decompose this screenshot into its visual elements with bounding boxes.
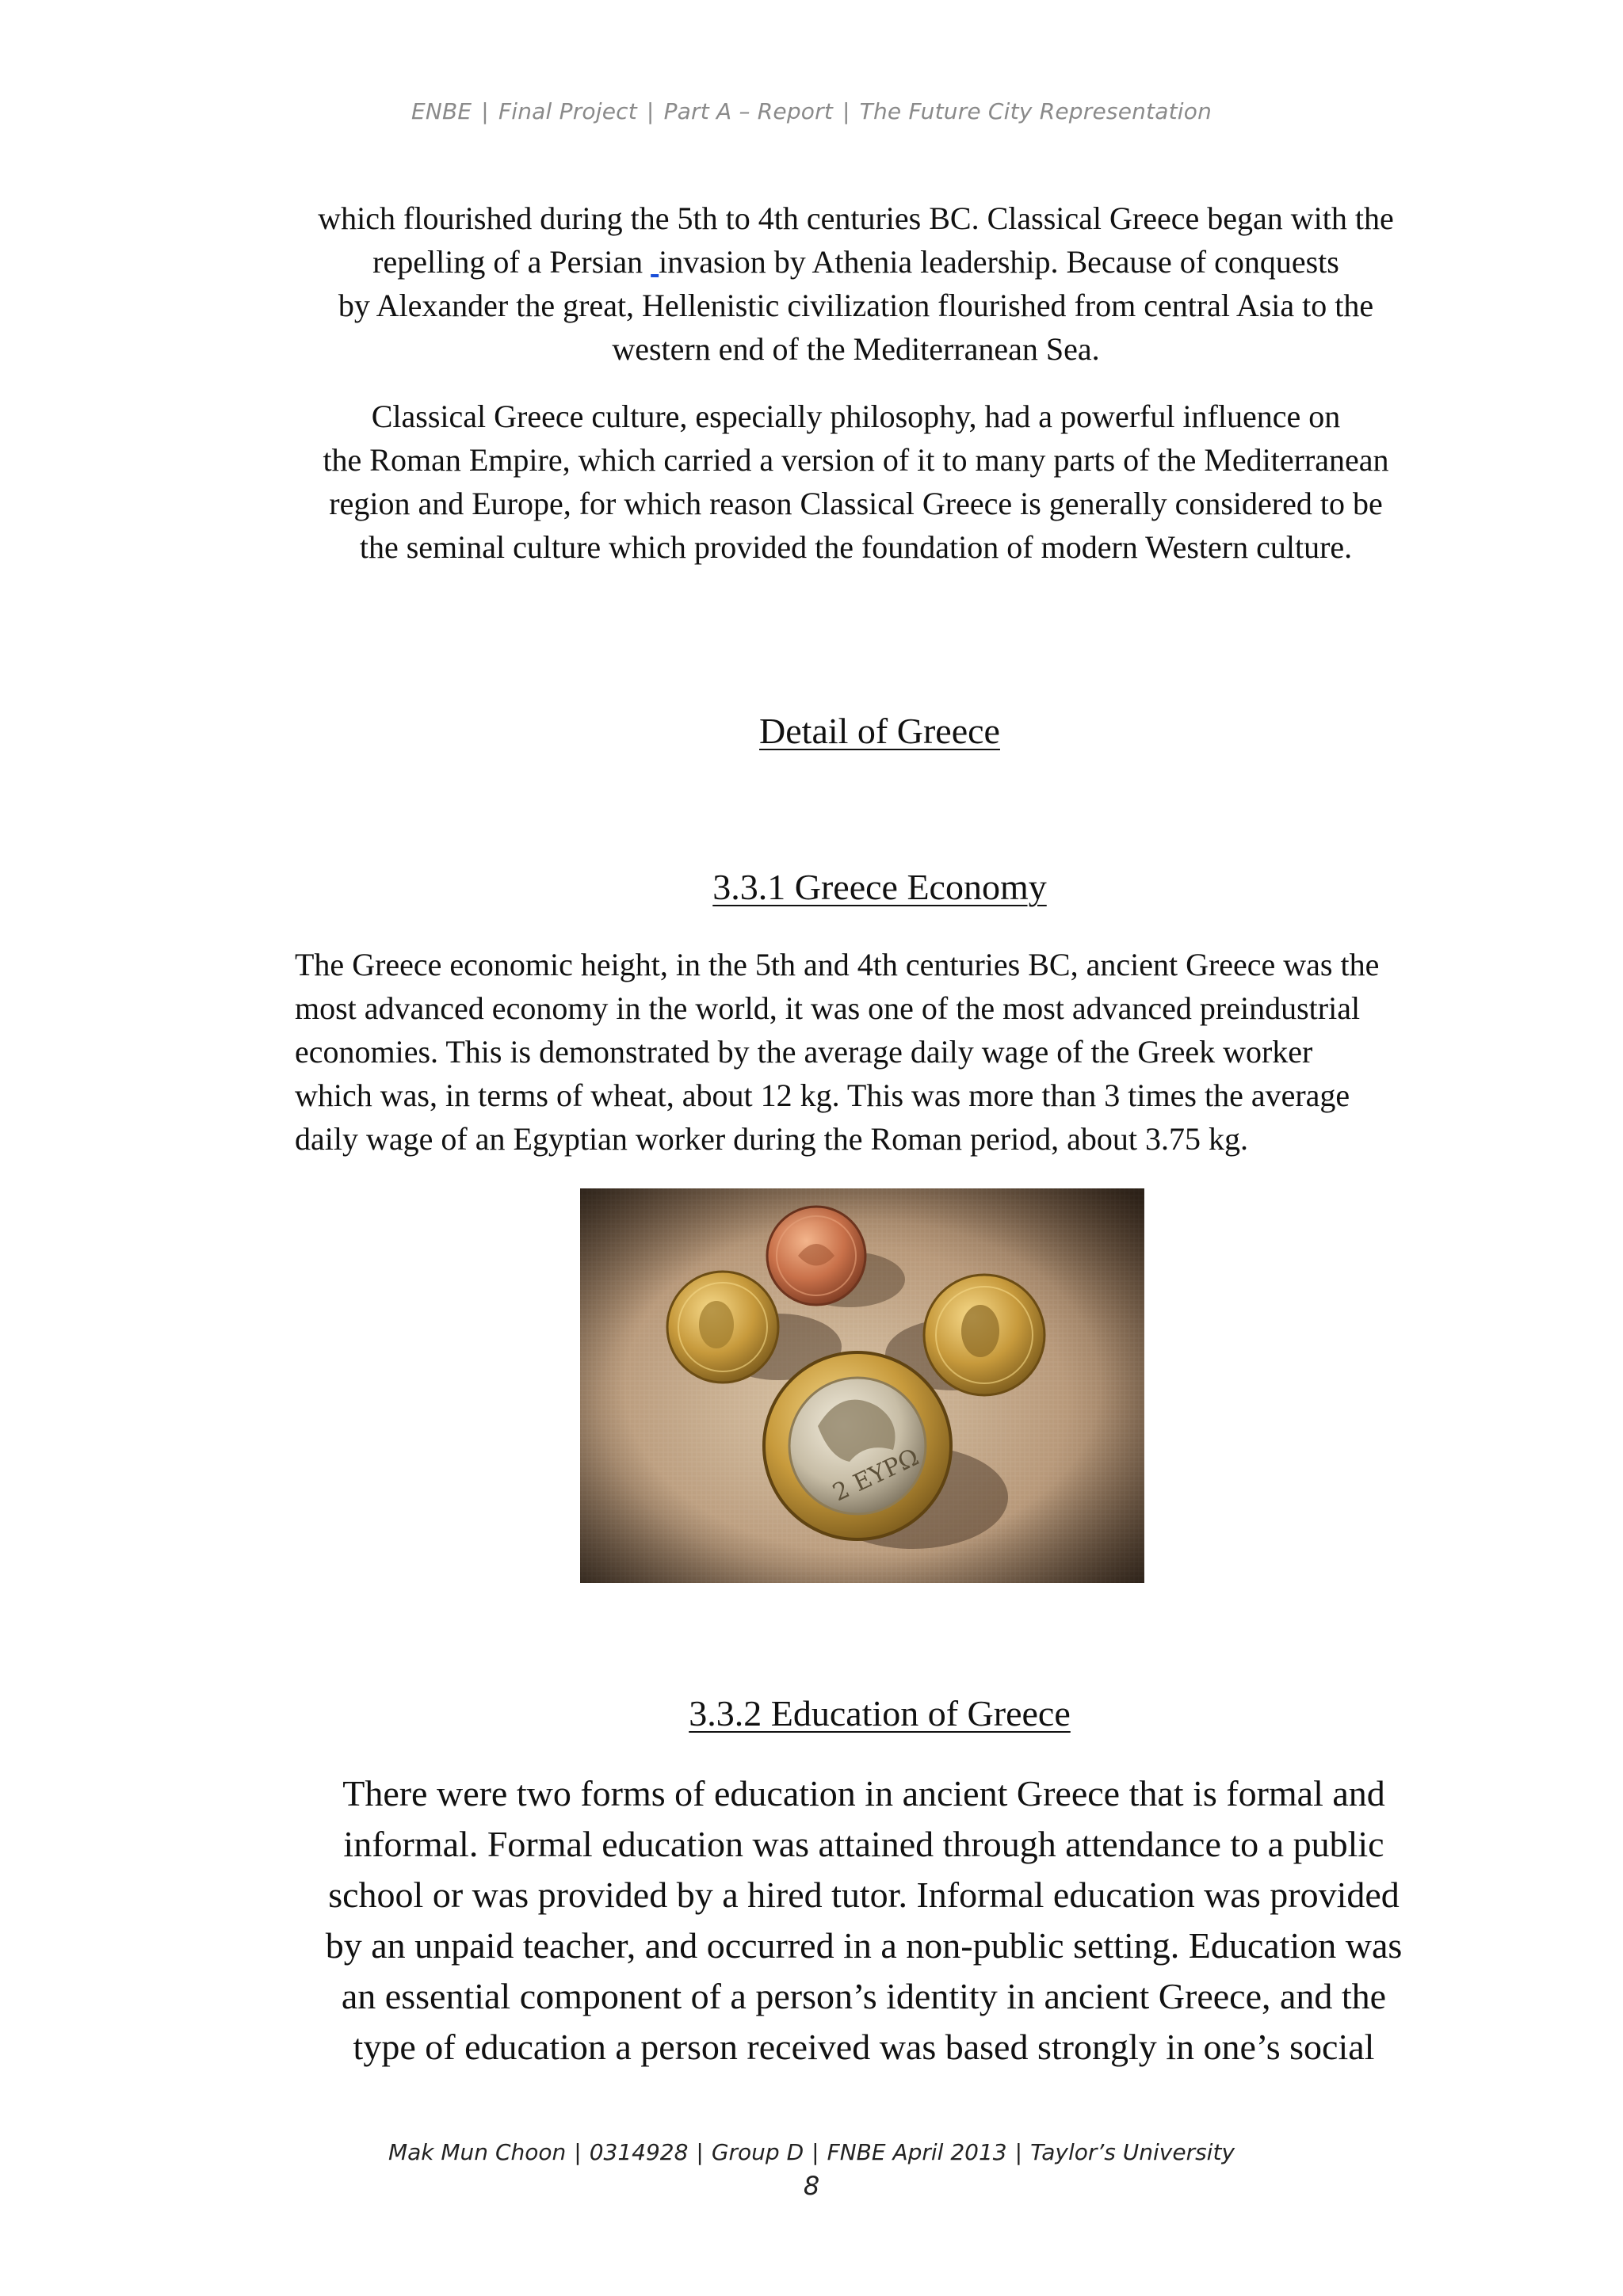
heading-text: 3.3.1 Greece Economy xyxy=(712,867,1047,907)
text-fragment: repelling of a Persian xyxy=(372,244,643,280)
text-line: by an unpaid teacher, and occurred in a non-public setting. Education was xyxy=(325,1925,1403,1966)
text-line: region and Europe, for which reason Classical Greece is generally considered to be xyxy=(329,486,1383,521)
heading-education-of-greece xyxy=(68,1692,1623,1734)
text-line: which flourished during the 5th to 4th centuries BC. Classical Greece began with the xyxy=(318,200,1394,236)
footer-separator: | xyxy=(574,2139,582,2165)
page-footer xyxy=(0,2139,1623,2165)
text-line: The Greece economic height, in the 5th and 4th centuries BC, ancient Greece was the xyxy=(295,947,1380,982)
photo-vignette xyxy=(580,1188,1144,1583)
euro-coins-photo xyxy=(580,1188,1144,1583)
page-number: 8 xyxy=(803,2171,820,2201)
paragraph-education xyxy=(285,1768,1442,2073)
paragraph-greek-culture xyxy=(293,395,1419,569)
heading-greece-economy xyxy=(68,866,1623,908)
header-project: Final Project xyxy=(498,98,637,124)
paragraph-economy xyxy=(295,943,1436,1161)
heading-text: 3.3.2 Education of Greece xyxy=(689,1693,1071,1733)
text-line: daily wage of an Egyptian worker during the Roman period, about 3.75 kg. xyxy=(295,1121,1249,1157)
footer-author: Mak Mun Choon xyxy=(388,2139,567,2165)
header-separator: | xyxy=(646,98,655,124)
header-part: Part A – Report xyxy=(663,98,834,124)
text-line: type of education a person received was based strongly in one’s social xyxy=(353,2027,1375,2067)
page-header xyxy=(0,98,1623,124)
text-line: most advanced economy in the world, it was one of the most advanced preindustrial xyxy=(295,990,1361,1026)
footer-separator: | xyxy=(1014,2139,1023,2165)
footer-program: FNBE April 2013 xyxy=(827,2139,1007,2165)
coins-illustration xyxy=(580,1188,1144,1583)
text-line: by Alexander the great, Hellenistic civilization flourished from central Asia to the xyxy=(338,288,1374,323)
text-line: Classical Greece culture, especially philosophy, had a powerful influence on xyxy=(371,399,1341,434)
text-line: the Roman Empire, which carried a version of it to many parts of the Mediterranean xyxy=(323,442,1389,478)
footer-group: Group D xyxy=(711,2139,804,2165)
text-line: western end of the Mediterranean Sea. xyxy=(612,331,1100,367)
text-line: the seminal culture which provided the foundation of modern Western culture. xyxy=(359,529,1353,565)
text-line: which was, in terms of wheat, about 12 kg. This was more than 3 times the average xyxy=(295,1077,1350,1113)
footer-university: Taylor’s University xyxy=(1030,2139,1235,2165)
text-line xyxy=(293,240,1419,284)
text-line: school or was provided by a hired tutor. Informal education was provided xyxy=(328,1875,1400,1915)
footer-student-id: 0314928 xyxy=(589,2139,689,2165)
text-line: an essential component of a person’s identity in ancient Greece, and the xyxy=(341,1976,1387,2016)
heading-detail-of-greece xyxy=(68,710,1623,752)
text-line: economies. This is demonstrated by the average daily wage of the Greek worker xyxy=(295,1034,1313,1070)
header-separator: | xyxy=(481,98,489,124)
text-line: informal. Formal education was attained through attendance to a public xyxy=(343,1824,1384,1864)
footer-separator: | xyxy=(696,2139,704,2165)
text-fragment: invasion by Athenia leadership. Because of conquests xyxy=(659,244,1339,280)
paragraph-classical-greece xyxy=(293,196,1419,371)
text-line: There were two forms of education in ancient Greece that is formal and xyxy=(342,1773,1385,1814)
footer-separator: | xyxy=(812,2139,819,2165)
heading-text: Detail of Greece xyxy=(759,711,1000,751)
header-separator: | xyxy=(842,98,850,124)
header-course: ENBE xyxy=(411,98,472,124)
header-topic: The Future City Representation xyxy=(859,98,1212,124)
inline-link[interactable]: ​ xyxy=(651,244,659,280)
